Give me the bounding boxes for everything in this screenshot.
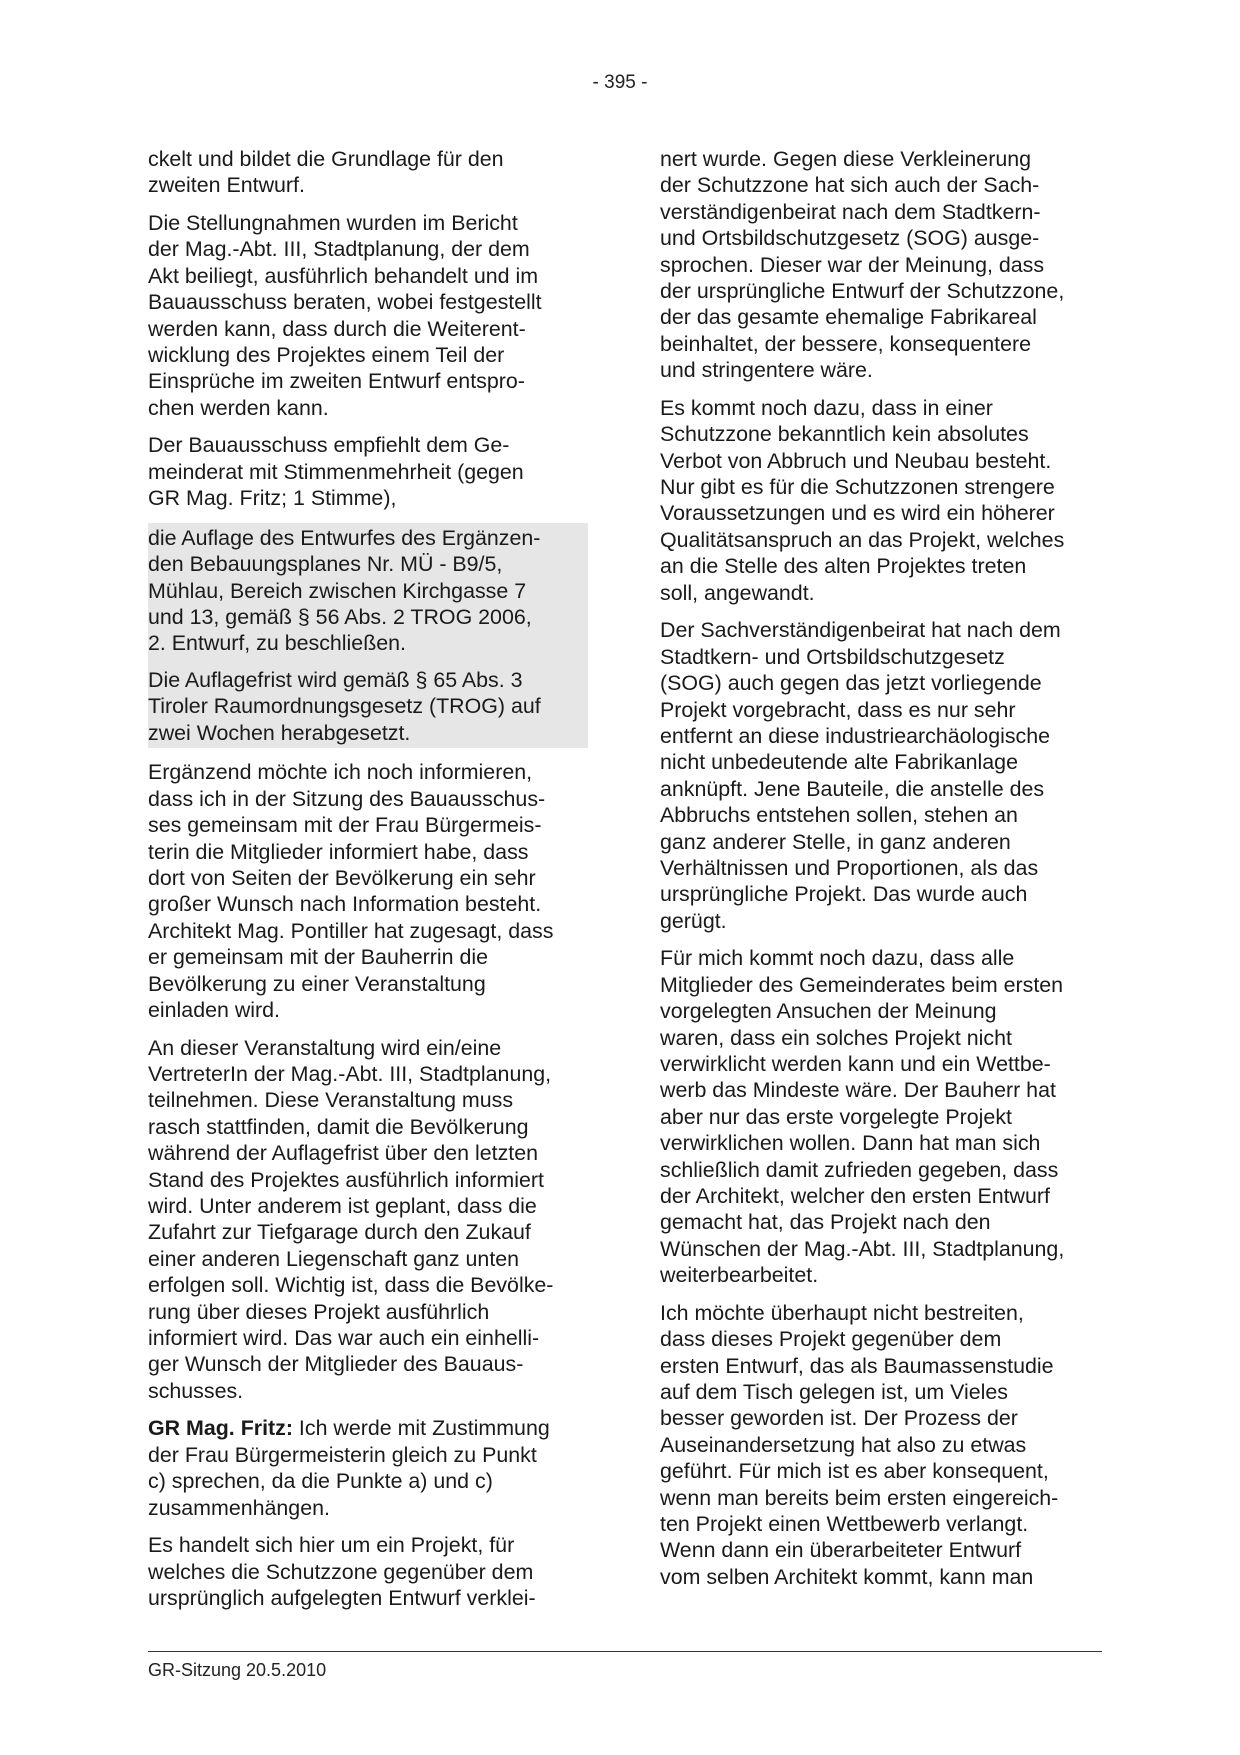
paragraph: An dieser Veranstaltung wird ein/eine VertreterIn der Mag.-Abt. III, Stadtplanung, teilnehmen. Diese Veranstaltung muss rasch stattfinden, damit die Bevölkerung während der Auflagefrist über den letzten Stand des Projektes ausführlich informiert wird. Unter anderem ist geplant, dass die Zufahrt zur Tiefgarage durch den Zukauf einer anderen Liegenschaft ganz unten erfolgen soll. Wichtig ist, dass die Bevölke- rung über dieses Projekt ausführlich informiert wird. Das war auch ein einhelli- ger Wunsch der Mitglieder des Bauaus- schusses.: [148, 1035, 554, 1403]
paragraph: Die Stellungnahmen wurden im Bericht der Mag.-Abt. III, Stadtplanung, der dem Akt beiliegt, ausführlich behandelt und im Bauausschuss beraten, wobei festgestellt werden kann, dass durch die Weiterent- wicklung des Projektes einem Teil der Einsprüche im zweiten Entwurf entspro- chen werden kann.: [148, 211, 542, 420]
speaker-text: Ich werde mit Zustimmung der Frau Bürgermeisterin gleich zu Punkt c) sprechen, da die Punkte a) und c) zusammenhängen.: [148, 1416, 550, 1520]
paragraph: Der Bauausschuss empfiehlt dem Ge- meinderat mit Stimmenmehrheit (gegen GR Mag. Fritz; 1 Stimme),: [148, 433, 524, 511]
motion-text: die Auflage des Entwurfes des Ergänzen- den Bebauungsplanes Nr. MÜ - B9/5, Mühlau, Bereich zwischen Kirchgasse 7 und 13, gemäß § 56 Abs. 2 TROG 2006, 2. Entwurf, zu beschließen.: [148, 525, 541, 656]
paragraph: Ich möchte überhaupt nicht bestreiten, dass dieses Projekt gegenüber dem ersten Entwurf, das als Baumassenstudie auf dem Tisch gelegen ist, um Vieles besser geworden ist. Der Prozess der Auseinandersetzung hat also zu etwas geführt. Für mich ist es aber konsequent, wenn man bereits beim ersten eingereich- ten Projekt einen Wettbewerb verlangt. Wenn dann ein überarbeiteter Entwurf vom selben Architekt kommt, kann man: [660, 1300, 1059, 1589]
footer-text: GR-Sitzung 20.5.2010: [148, 1660, 327, 1680]
paragraph: Für mich kommt noch dazu, dass alle Mitglieder des Gemeinderates beim ersten vorgelegten Ansuchen der Meinung waren, dass ein solches Projekt nicht verwirklicht werden kann und ein Wettbe- werb das Mindeste wäre. Der Bauherr hat aber nur das erste vorgelegte Projekt verwirklichen wollen. Dann hat man sich schließlich damit zufrieden gegeben, dass der Architekt, welcher den ersten Entwurf gemacht hat, das Projekt nach den Wünschen der Mag.-Abt. III, Stadtplanung, weiterbearbeitet.: [660, 946, 1065, 1288]
paragraph: nert wurde. Gegen diese Verkleinerung der Schutzzone hat sich auch der Sach- verständigenbeirat nach dem Stadtkern- und Ortsbildschutzgesetz (SOG) ausge- sprochen. Dieser war der Meinung, dass der ursprüngliche Entwurf der Schutzzone, der das gesamte ehemalige Fabrikareal beinhaltet, der bessere, konsequentere und stringentere wäre.: [660, 147, 1065, 383]
highlighted-motion: [148, 523, 588, 748]
footer-divider: [148, 1651, 1102, 1652]
paragraph: Der Sachverständigenbeirat hat nach dem Stadtkern- und Ortsbildschutzgesetz (SOG) auch gegen das jetzt vorliegende Projekt vorgebracht, dass es nur sehr entfernt an diese industriearchäologische nicht unbedeutende alte Fabrikanlage anknüpft. Jene Bauteile, die anstelle des Abbruchs entstehen sollen, stehen an ganz anderer Stelle, in ganz anderen Verhältnissen und Proportionen, als das ursprüngliche Projekt. Das wurde auch gerügt.: [660, 618, 1061, 933]
speaker-paragraph: [148, 1415, 588, 1521]
page-number: - 395 -: [592, 72, 648, 93]
paragraph: ckelt und bildet die Grundlage für den zweiten Entwurf.: [148, 147, 504, 198]
speaker-name: GR Mag. Fritz:: [148, 1416, 293, 1441]
right-column: [660, 146, 1100, 1601]
paragraph: Es kommt noch dazu, dass in einer Schutzzone bekanntlich kein absolutes Verbot von Abbruch und Neubau besteht. Nur gibt es für die Schutzzonen strengere Voraussetzungen und es wird ein höherer Qualitätsanspruch an das Projekt, welches an die Stelle des alten Projektes treten soll, angewandt.: [660, 395, 1065, 605]
paragraph: Es handelt sich hier um ein Projekt, für welches die Schutzzone gegenüber dem ursprünglich aufgelegten Entwurf verklei-: [148, 1533, 536, 1611]
motion-text: Die Auflagefrist wird gemäß § 65 Abs. 3 Tiroler Raumordnungsgesetz (TROG) auf zwei Wochen herabgesetzt.: [148, 667, 541, 745]
left-column: [148, 146, 588, 1623]
paragraph: Ergänzend möchte ich noch informieren, dass ich in der Sitzung des Bauausschus- ses gemeinsam mit der Frau Bürgermeis- terin die Mitglieder informiert habe, dass dort von Seiten der Bevölkerung ein sehr großer Wunsch nach Information besteht. Architekt Mag. Pontiller hat zugesagt, dass er gemeinsam mit der Bauherrin die Bevölkerung zu einer Veranstaltung einladen wird.: [148, 760, 554, 1022]
